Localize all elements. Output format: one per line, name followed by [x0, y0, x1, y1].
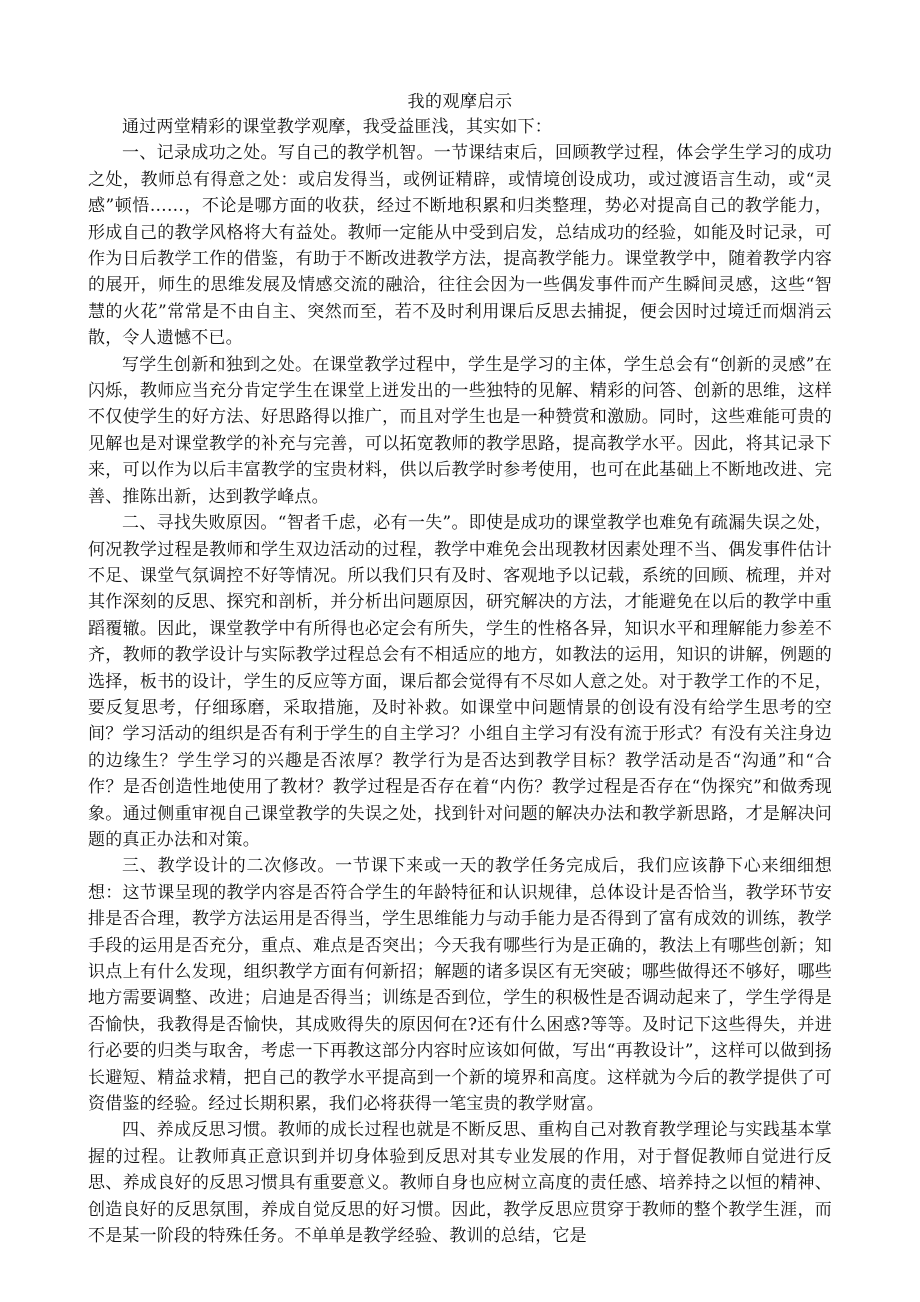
section-one-paragraph: 一、记录成功之处。写自己的教学机智。一节课结束后，回顾教学过程，体会学生学习的成功之处，教师总有得意之处：或启发得当，或例证精辟，或情境创设成功，或过渡语言生动，或“灵感”顿悟……，不论是哪方面的收获，经过不断地积累和归类整理，势必对提高自己的教学能力，形成自己的教学风格将大有益处。教师一定能从中受到启发，总结成功的经验，如能及时记录，可作为日后教学工作的借鉴，有助于不断改进教学方法，提高教学能力。课堂教学中，随着教学内容的展开，师生的思维发展及情感交流的融洽，往往会因为一些偶发事件而产生瞬间灵感，这些“智慧的火花”常常是不由自主、突然而至，若不及时利用课后反思去捕捉，便会因时过境迁而烟消云散，令人遗憾不已。 — [88, 143, 832, 349]
student-innovation-paragraph: 写学生创新和独到之处。在课堂教学过程中，学生是学习的主体，学生总会有“创新的灵感”在闪烁，教师应当充分肯定学生在课堂上迸发出的一些独特的见解、精彩的问答、创新的思维，这样不仅使学生的好方法、好思路得以推广，而且对学生也是一种赞赏和激励。同时，这些难能可贵的见解也是对课堂教学的补充与完善，可以拓宽教师的教学思路，提高教学水平。因此，将其记录下来，可以作为以后丰富教学的宝贵材料，供以后教学时参考使用，也可在此基础上不断地改进、完善、推陈出新，达到教学峰点。 — [88, 354, 832, 507]
intro-paragraph: 通过两堂精彩的课堂教学观摩，我受益匪浅，其实如下： — [122, 117, 552, 137]
document-page — [88, 92, 832, 1249]
section-four-paragraph: 四、养成反思习惯。教师的成长过程也就是不断反思、重构自己对教育教学理论与实践基本掌握的过程。让教师真正意识到并切身体验到反思对其专业发展的作用，对于督促教师自觉进行反思、养成良好的反思习惯具有重要意义。教师自身也应树立高度的责任感、培养持之以恒的精神、创造良好的反思氛围，养成自觉反思的好习惯。因此，教学反思应贯穿于教师的整个教学生涯，而不是某一阶段的特殊任务。不单单是教学经验、教训的总结，它是 — [88, 1120, 832, 1247]
document-title: 我的观摩启示 — [407, 92, 513, 112]
section-two-paragraph: 二、寻找失败原因。“智者千虑，必有一失”。即使是成功的课堂教学也难免有疏漏失误之处，何况教学过程是教师和学生双边活动的过程，教学中难免会出现教材因素处理不当、偶发事件估计不足、课堂气氛调控不好等情况。所以我们只有及时、客观地予以记载，系统的回顾、梳理，并对其作深刻的反思、探究和剖析，并分析出问题原因，研究解决的方法，才能避免在以后的教学中重蹈覆辙。因此，课堂教学中有所得也必定会有所失，学生的性格各异，知识水平和理解能力参差不齐，教师的教学设计与实际教学过程总会有不相适应的地方，如教法的运用，知识的讲解，例题的选择，板书的设计，学生的反应等方面，课后都会觉得有不尽如人意之处。对于教学工作的不足，要反复思考，仔细琢磨，采取措施，及时补救。如课堂中问题情景的创设有没有给学生思考的空间？学习活动的组织是否有利于学生的自主学习？小组自主学习有没有流于形式？有没有关注身边的边缘生？学生学习的兴趣是否浓厚？教学行为是否达到教学目标？教学活动是否“沟通”和“合作？是否创造性地使用了教材？教学过程是否存在着“内伤？教学过程是否存在“伪探究”和做秀现象。通过侧重审视自己课堂教学的失误之处，找到针对问题的解决办法和教学新思路，才是解决问题的真正办法和对策。 — [88, 513, 832, 850]
section-three-paragraph: 三、教学设计的二次修改。一节课下来或一天的教学任务完成后，我们应该静下心来细细想想：这节课呈现的教学内容是否符合学生的年龄特征和认识规律，总体设计是否恰当，教学环节安排是否合理，教学方法运用是否得当，学生思维能力与动手能力是否得到了富有成效的训练，教学手段的运用是否充分，重点、难点是否突出；今天我有哪些行为是正确的，教法上有哪些创新；知识点上有什么发现，组织教学方面有何新招；解题的诸多误区有无突破；哪些做得还不够好，哪些地方需要调整、改进；启迪是否得当；训练是否到位，学生的积极性是否调动起来了，学生学得是否愉快，我教得是否愉快，其成败得失的原因何在?还有什么困惑?等等。及时记下这些得失，并进行必要的归类与取舍，考虑一下再教这部分内容时应该如何做，写出“再教设计”，这样可以做到扬长避短、精益求精，把自己的教学水平提高到一个新的境界和高度。这样就为今后的教学提供了可资借鉴的经验。经过长期积累，我们必将获得一笔宝贵的教学财富。 — [88, 856, 832, 1115]
